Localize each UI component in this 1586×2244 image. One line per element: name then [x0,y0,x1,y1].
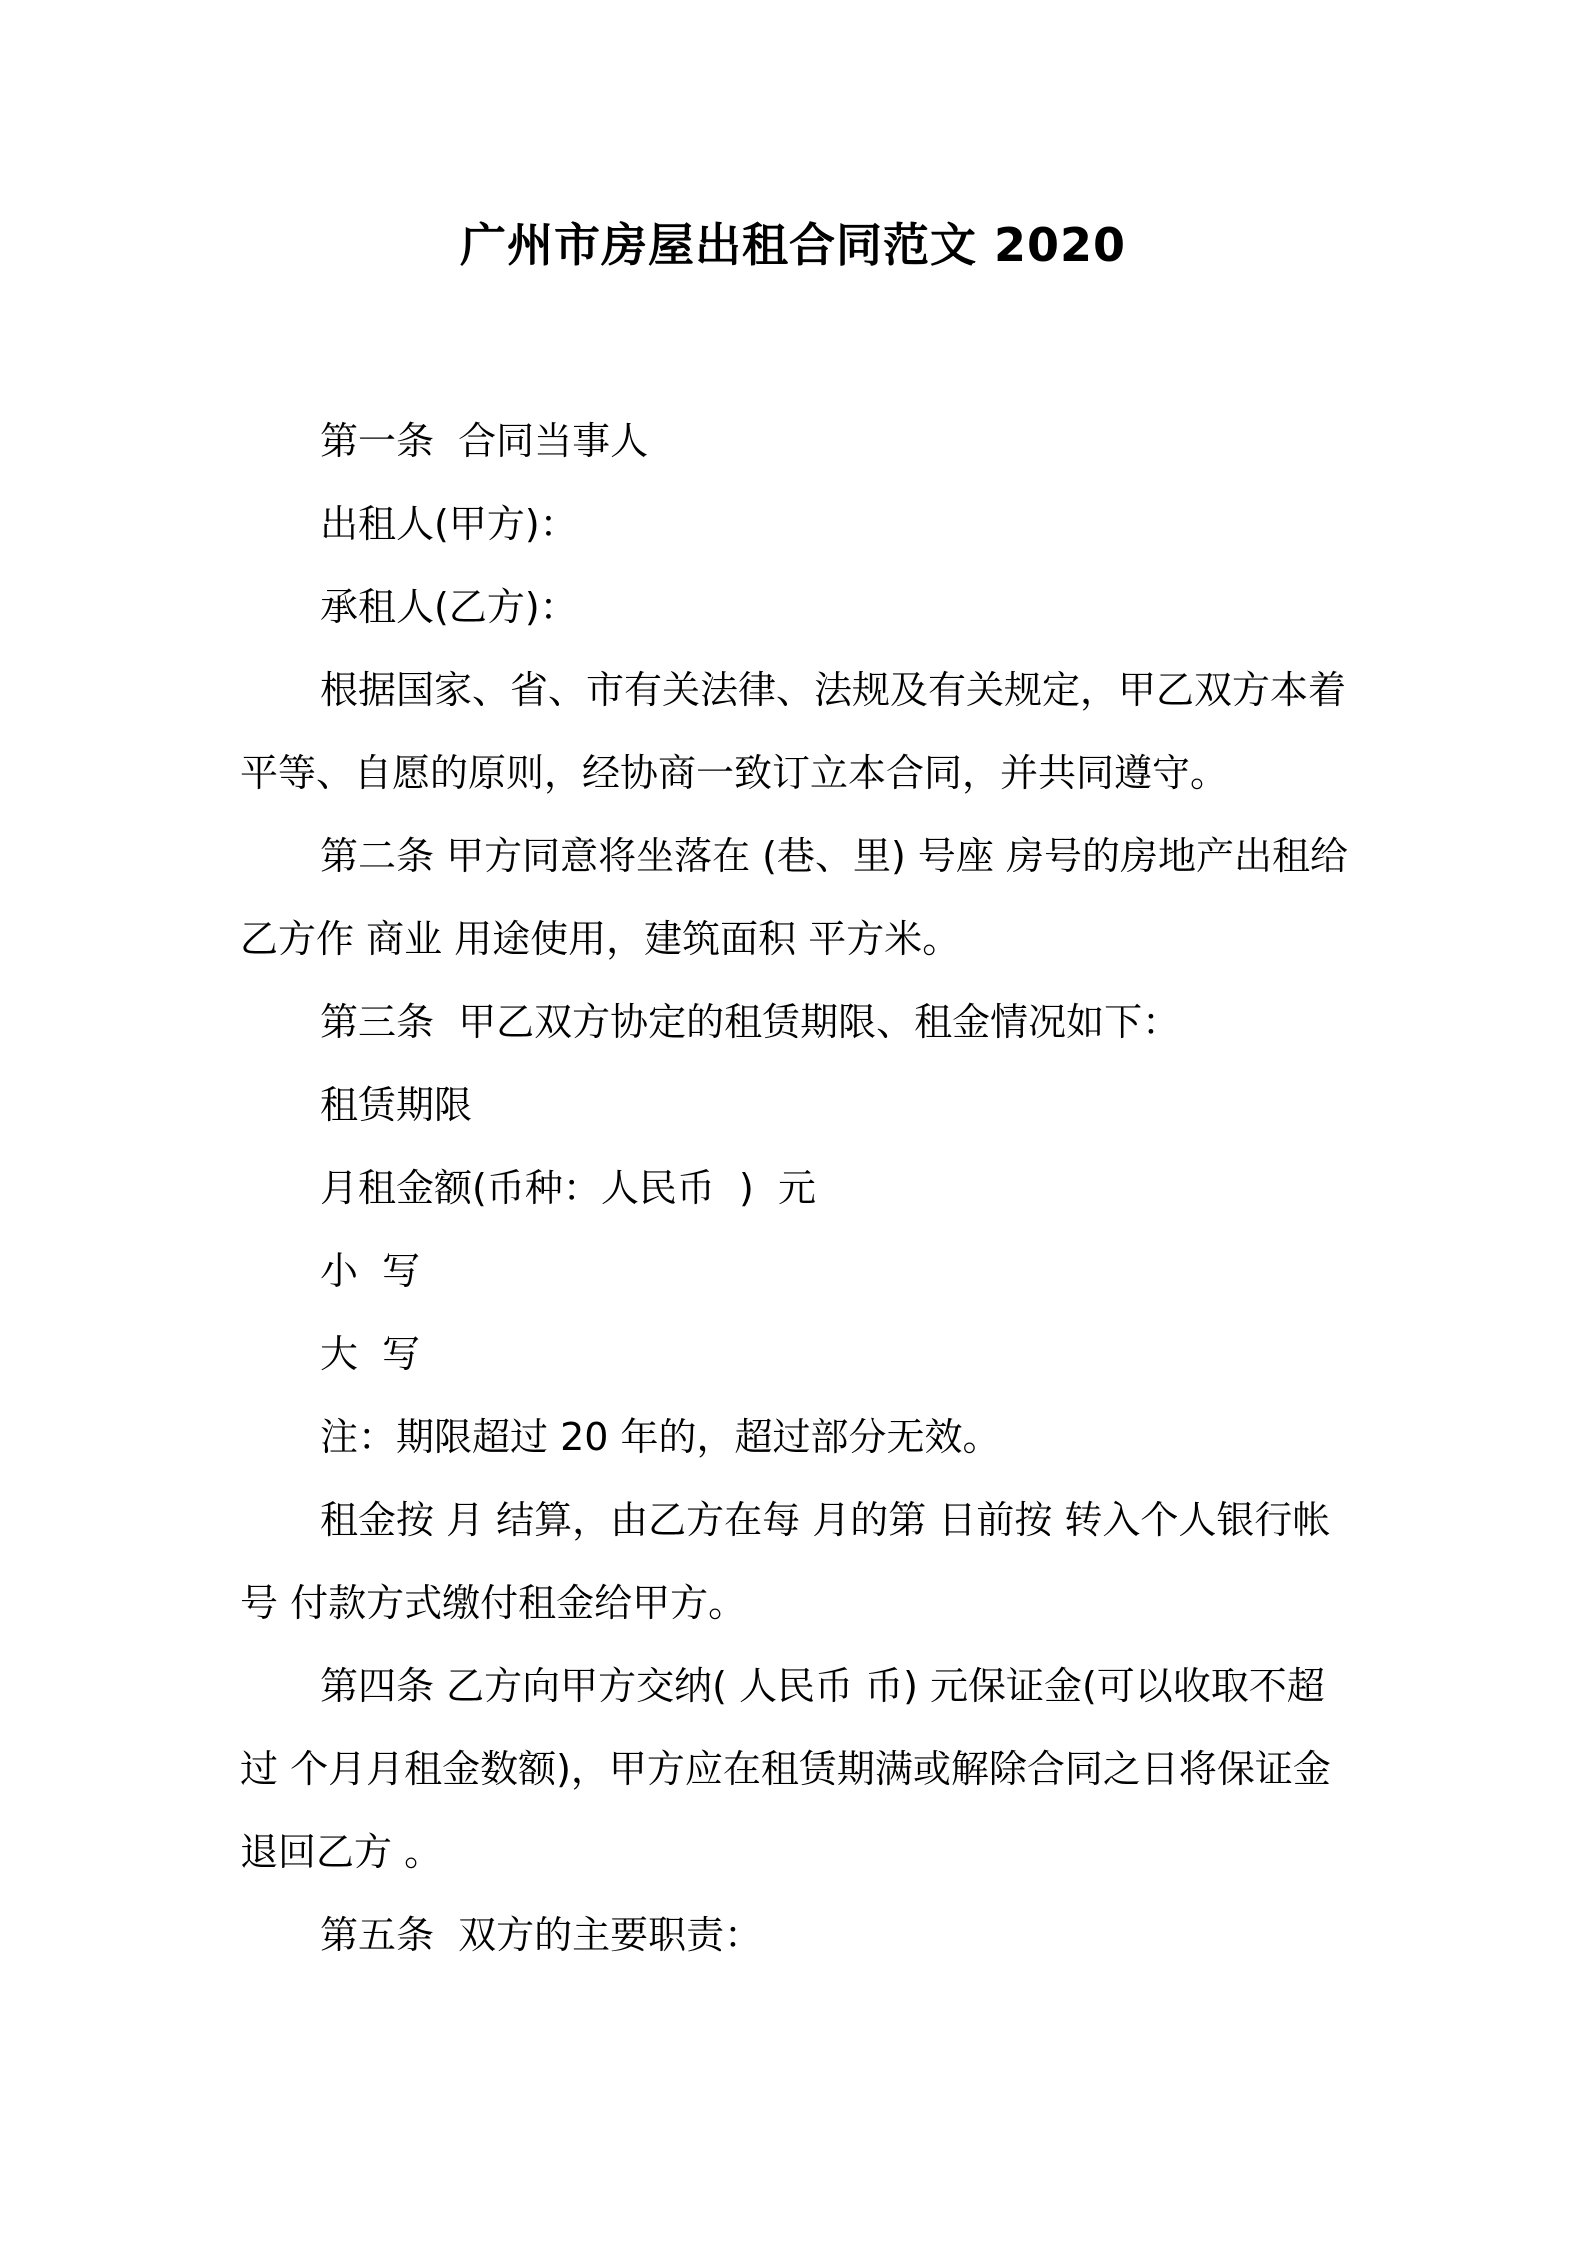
clause-5-heading: 第五条 双方的主要职责： [320,1913,763,1957]
clause-4-paragraph: 第四条 乙方向甲方交纳( 人民币 币) 元保证金(可以收取不超过 个月月租金数额)，甲方应在租赁期满或解除合同之日将保证金 退回乙方 。 [240,1664,1331,1874]
amount-lowercase-line: 小 写 [320,1249,421,1293]
payment-paragraph: 租金按 月 结算，由乙方在每 月的第 日前按 转入个人银行帐号 付款方式缴付租金给甲方。 [240,1498,1331,1625]
lessee-line: 承租人(乙方)： [320,585,578,629]
document-title: 广州市房屋出租合同范文 2020 [459,218,1127,272]
preamble-paragraph: 根据国家、省、市有关法律、法规及有关规定，甲乙双方本着平等、自愿的原则，经协商一致订立本合同，并共同遵守。 [240,668,1347,795]
document-body [240,400,1360,1977]
clause-2-paragraph: 第二条 甲方同意将坐落在 (巷、里) 号座 房号的房地产出租给乙方作 商业 用途使用，建筑面积 平方米。 [240,834,1348,961]
lease-term-line: 租赁期限 [320,1083,473,1127]
clause-1-heading: 第一条 合同当事人 [320,419,649,463]
note-line: 注：期限超过 20 年的，超过部分无效。 [320,1415,1001,1459]
monthly-rent-line: 月租金额(币种：人民币 ) 元 [320,1166,816,1210]
clause-3-heading: 第三条 甲乙双方协定的租赁期限、租金情况如下： [320,1000,1181,1044]
amount-uppercase-line: 大 写 [320,1332,421,1376]
lessor-line: 出租人(甲方)： [320,502,578,546]
